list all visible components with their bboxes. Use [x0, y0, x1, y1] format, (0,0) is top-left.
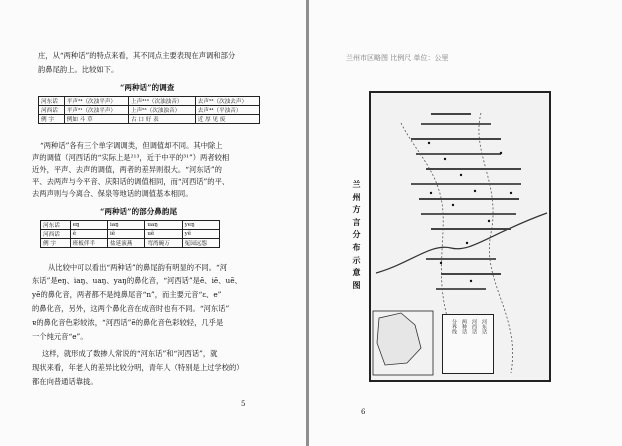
paragraph-line: 这样，就形成了数掺人常说的“河东话”和“河西话”，就	[42, 349, 218, 358]
table-cell: ẽ	[70, 230, 107, 239]
table-cell: uaŋ	[145, 221, 182, 230]
page-number-left: 5	[241, 400, 246, 408]
table-cell: 河西话	[41, 230, 71, 239]
table-cell: yeŋ	[182, 221, 219, 230]
table-cell: 古 口 好 表	[128, 115, 195, 124]
table-cell: 弯湾碗万	[145, 239, 182, 248]
page-number-right: 6	[361, 408, 366, 416]
table-row	[39, 115, 260, 124]
table-cell: iaŋ	[108, 221, 145, 230]
paragraph-line: yẽ的鼻化音，两者都不是纯鼻尾音“n”，而主要元音“ɛ、e”	[32, 290, 222, 299]
table-cell: 河东话	[41, 221, 71, 230]
table-cell: 例如 斗 草	[64, 115, 128, 124]
table-cell: 平声²¹（次浊平声）	[64, 106, 128, 115]
legend-item: 河东话	[481, 319, 487, 334]
paragraph-line: 庄，从“两种话”的特点来看，其不同点主要表现在声调和部分	[38, 51, 236, 60]
table-cell: 例 字	[39, 115, 65, 124]
map-title-vertical: 兰州方言分布示意图	[352, 179, 361, 290]
table-cell: 盐延演燕	[108, 239, 145, 248]
paragraph-line: 的鼻化音，另外，这两个鼻化音在成音时也有不同。“河东话”	[32, 304, 230, 313]
paragraph-line: 从比较中可以看出“两种话”的鼻尾韵有明显的不同。“河	[48, 263, 228, 272]
table-cell: uẽ	[145, 230, 182, 239]
table-cell: 河西话	[39, 106, 65, 115]
paragraph-line: 去两声则与今离合、保泉等地话的调值基本相同。	[32, 189, 193, 198]
table-row	[41, 221, 220, 230]
paragraph-line: 现状来看，年老人的差异比较分明，青年人（特别是上过学校的）	[32, 363, 244, 372]
table-cell: 冤园远怨	[182, 239, 219, 248]
table-cell: eŋ	[70, 221, 107, 230]
table-row	[39, 97, 260, 106]
table1-title: “两种话”的调查	[120, 83, 175, 92]
table-cell: 例 字	[41, 239, 71, 248]
table-cell: 班板伴半	[70, 239, 107, 248]
table-row	[41, 230, 220, 239]
table-cell: 去声⁴⁴（平浊音）	[195, 106, 259, 115]
paragraph-line: 平、去两声与今平音、庆阳话的调值相同，而“河西话”的平、	[32, 177, 230, 186]
table-row	[39, 106, 260, 115]
paragraph-line: 一个纯元音“e”。	[32, 332, 88, 341]
table-cell: 去声⁵³（次浊去声）	[195, 97, 259, 106]
legend-item: 分界线	[451, 319, 457, 334]
table-row	[41, 239, 220, 248]
table-cell: iẽ	[108, 230, 145, 239]
map-header-blurred: 兰州市区略图 比例尺 单位：公里	[346, 54, 449, 62]
table-cell: 平声²⁴（次浊平声）	[64, 97, 128, 106]
paragraph-line: 韵鼻尾韵上。比较如下。	[38, 65, 119, 74]
nasal-table	[40, 220, 220, 248]
table-cell: 上声³¹³（次浊浊音）	[128, 97, 195, 106]
table-cell: 河东话	[39, 97, 65, 106]
table-cell: 上声⁵³（次浊浊音）	[128, 106, 195, 115]
map-legend	[442, 314, 494, 374]
tone-table	[38, 96, 260, 124]
paragraph-line: ɐ的鼻化音色彩较浓，“河西话”ẽ的鼻化音色彩较轻，几乎是	[32, 318, 224, 327]
paragraph-line: 东话”是eŋ、iaŋ、uaŋ、yaŋ的鼻化音，“河西话”是ẽ、iẽ、uẽ、	[32, 276, 242, 285]
table2-title: “两种话”的部分鼻韵尾	[100, 207, 178, 216]
paragraph-line: 都在向普通话靠拢。	[32, 377, 98, 386]
legend-item: 河西话	[471, 319, 477, 334]
paragraph-line: 近外，平声、去声的调值，两者的差异则很大。“河东话”的	[32, 165, 222, 174]
paragraph-line: “两种话”各有三个单字调调类，但调值却不同。其中除上	[40, 141, 223, 150]
legend-item: 两种话	[461, 319, 467, 334]
table-cell: 近 厚 见 废	[195, 115, 259, 124]
paragraph-line: 声的调值（河西话的“实际上是²¹³，近于中平的³¹”）两者较相	[32, 153, 230, 162]
table-cell: yẽ	[182, 230, 219, 239]
